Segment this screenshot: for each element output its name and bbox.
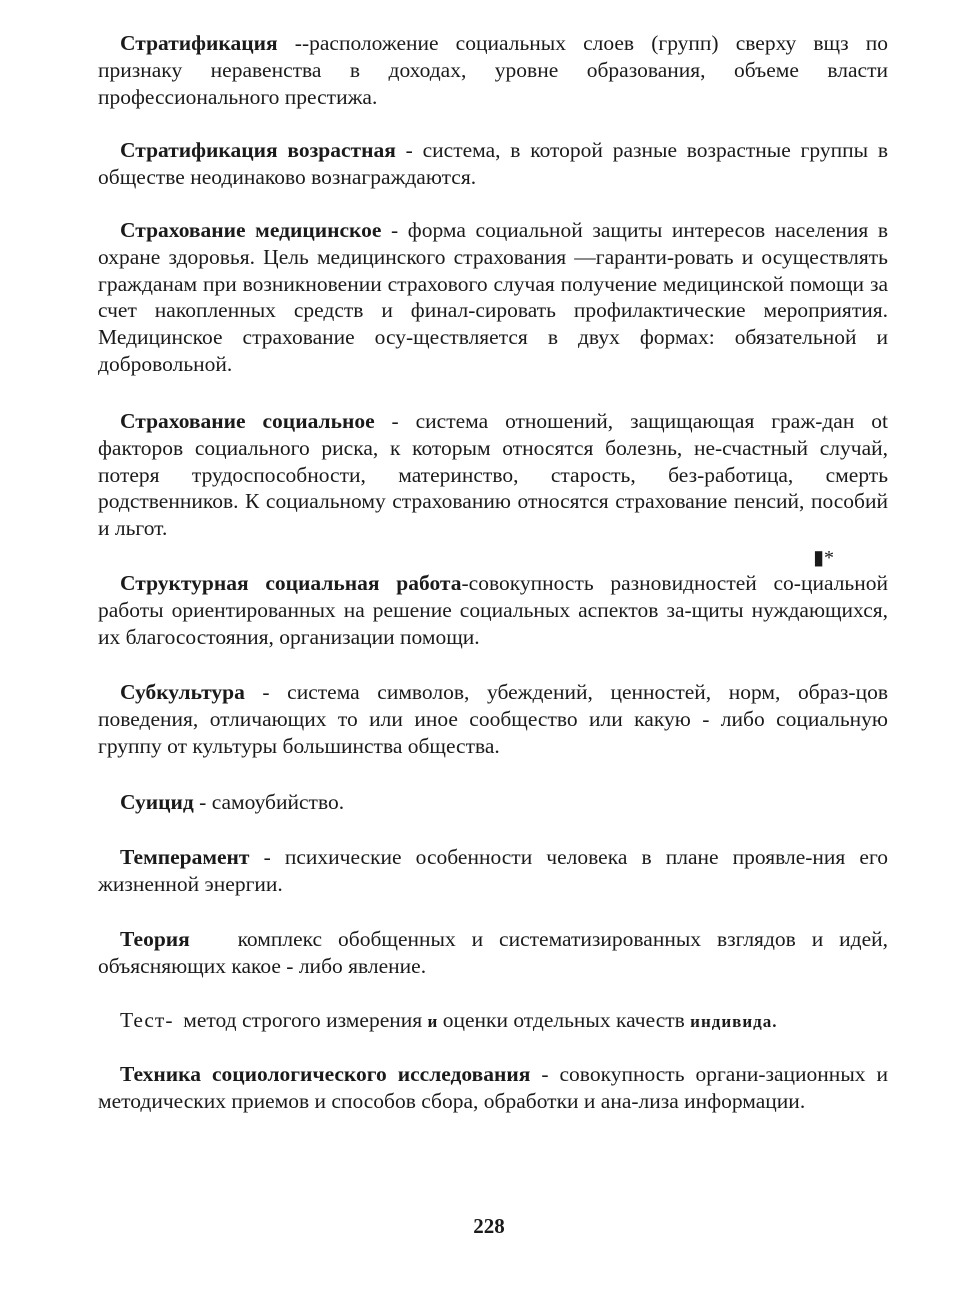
entry-separator	[190, 927, 238, 951]
entry-term: Структурная социальная работа	[120, 571, 462, 595]
entry-suicide	[98, 789, 888, 816]
entry-social-insurance	[98, 408, 888, 542]
entry-definition-conjunction: и	[427, 1012, 438, 1031]
entry-term: Страхование социальное	[120, 409, 375, 433]
entry-definition: расположение социальных слоев (групп) сверху вщз по признаку неравенства в доходах, уровне образования, объеме власти профессионального престижа.	[98, 31, 888, 109]
entry-definition: оценки отдельных качеств	[437, 1008, 691, 1032]
entry-term: Страхование медицинское	[120, 218, 382, 242]
entry-term: Стратификация возрастная	[120, 138, 396, 162]
entry-term: Темперамент	[120, 845, 250, 869]
entry-structural-social-work	[98, 570, 888, 650]
entry-term: Техника социологического исследования	[120, 1062, 531, 1086]
entry-term: Тест	[120, 1008, 166, 1032]
entry-definition: совокупность органи-зационных и методических приемов и способов сбора, обработки и ана-лиза информации.	[98, 1062, 888, 1113]
entry-subculture	[98, 679, 888, 759]
entry-separator: -	[395, 138, 423, 162]
entry-term: Суицид	[120, 790, 194, 814]
entry-definition: система, в которой разные возрастные группы в обществе неодинаково вознаграждаются.	[98, 138, 888, 189]
entry-definition-end: индивида.	[690, 1012, 778, 1031]
entry-separator: -	[530, 1062, 560, 1086]
entry-separator: -	[461, 571, 469, 595]
entry-term: Теория	[120, 927, 190, 951]
entry-definition: самоубийство.	[211, 790, 345, 814]
entry-definition: метод строгого измерения	[183, 1008, 428, 1032]
entry-separator: -	[165, 1008, 184, 1032]
entry-separator: --	[277, 31, 310, 55]
entry-definition: комплекс обобщенных и систематизированных взглядов и идей, объясняющих какое - либо явление.	[98, 927, 888, 978]
entry-definition: психические особенности человека в плане проявле-ния его жизненной энергии.	[98, 845, 888, 896]
entry-definition: форма социальной защиты интересов населения в охране здоровья. Цель медицинского страхования —гаранти-ровать и осуществлять гражданам при возникновении страхового случая получение медицинской помощи за счет накопленных средств и финал-сировать профилактические мероприятия. Медицинское страхование осу-ществляется в двух формах: обязательной и добровольной.	[98, 218, 888, 376]
entry-term: Стратификация	[120, 31, 278, 55]
page-number: 228	[473, 1214, 505, 1238]
entry-definition: совокупность разновидностей со-циальной работы ориентированных на решение социальных аспектов за-щиты нуждающихся, их благосостояния, организации помощи.	[98, 571, 888, 649]
entry-separator: -	[244, 680, 288, 704]
entry-definition: система символов, убеждений, ценностей, норм, образ-цов поведения, отличающих то или иное сообщество или какую - либо социальную группу от культуры большинства общества.	[98, 680, 888, 758]
entry-sociological-research-technique	[98, 1061, 888, 1115]
entry-term: Субкультура	[120, 680, 245, 704]
entry-theory	[98, 926, 888, 980]
entry-separator: -	[374, 409, 416, 433]
entry-stratification	[98, 30, 888, 110]
entry-age-stratification	[98, 137, 888, 191]
entry-separator: -	[193, 790, 212, 814]
entry-separator: -	[381, 218, 408, 242]
entry-temperament	[98, 844, 888, 898]
entry-separator: -	[249, 845, 285, 869]
entry-definition: система отношений, защищающая граж-дан ot факторов социального риска, к которым относятся болезнь, не-счастный случай, потеря трудоспособности, материнство, старость, без-работица, смерть родственников. К социальному страхованию относятся страхование пенсий, пособий и льгот.	[98, 409, 888, 541]
entry-medical-insurance	[98, 217, 888, 378]
entry-test	[98, 1007, 888, 1036]
stray-mark: ▮*	[813, 547, 835, 569]
